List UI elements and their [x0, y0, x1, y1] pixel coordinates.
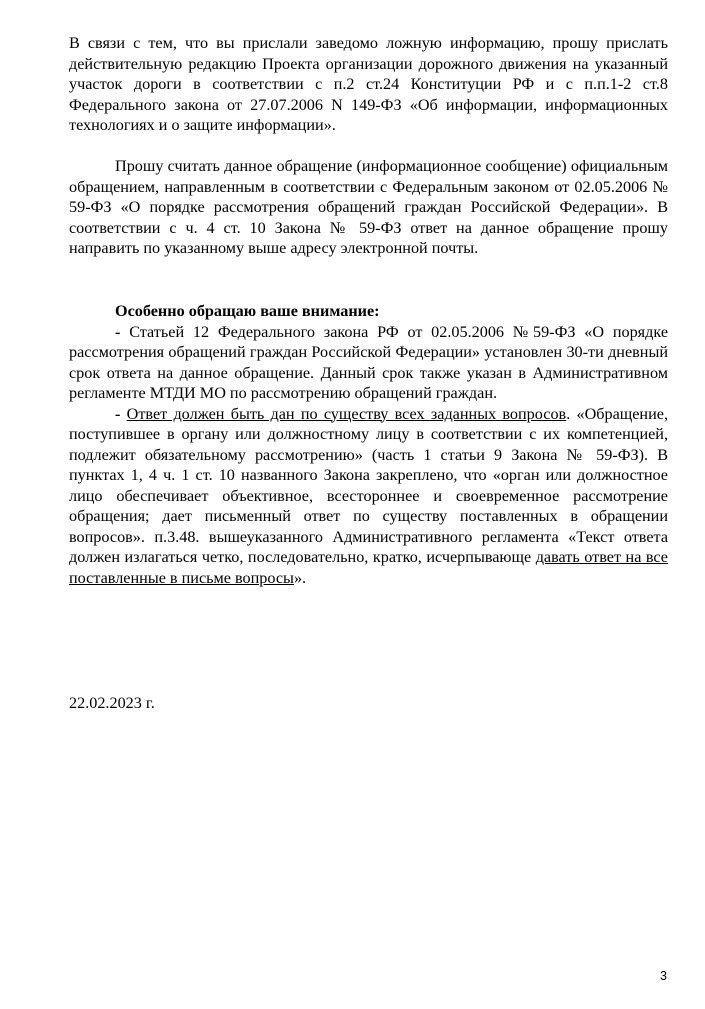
underlined-requirement: Ответ должен быть дан по существу всех заданных вопросов: [126, 404, 567, 423]
paragraph-official-appeal: Прошу считать данное обращение (информационное сообщение) официальным обращением, направленным в соответствии с Федеральным законом от 02.05.2006 № 59-ФЗ «О порядке рассмотрения обращений граждан Российской Федерации». В соответствии с ч. 4 ст. 10 Закона № 59-ФЗ ответ на данное обращение прошу направить по указанному выше адресу электронной почты.: [69, 157, 668, 257]
item-end: ».: [293, 568, 307, 587]
attention-item-answer-essence: [69, 404, 668, 589]
document-date: 22.02.2023 г.: [69, 694, 155, 712]
item-dash: -: [115, 322, 130, 341]
item-text: Статьей 12 Федерального закона РФ от 02.05.2006 №59-ФЗ «О порядке рассмотрения обращений граждан Российской Федерации» установлен 30-ти дневный срок ответа на данное обращение. Данный срок также указан в Административном регламенте МТДИ МО по рассмотрению обращений граждан.: [69, 322, 668, 402]
attention-heading: Особенно обращаю ваше внимание:: [115, 302, 380, 320]
item-body: . «Обращение, поступившее в органу или должностному лицу в соответствии с их компетенцией, подлежит обязательному рассмотрению» (часть 1 статьи 9 Закона № 59-ФЗ). В пунктах 1, 4 ч. 1 ст. 10 названного Закона закреплено, что «орган или должностное лицо обеспечивает объективное, всестороннее и своевременное рассмотрение обращения; дает письменный ответ по существу поставленных в обращении вопросов». п.3.48. вышеуказанного Административного регламента «Текст ответа должен излагаться четко, последовательно, кратко, исчерпывающе: [69, 404, 668, 566]
page-number: 3: [660, 969, 667, 983]
item-dash: -: [115, 404, 127, 423]
paragraph-request-project: В связи с тем, что вы прислали заведомо ложную информацию, прошу прислать действительную редакцию Проекта организации дорожного движения на указанный участок дороги в соответствии с п.2 ст.24 Конституции РФ и с п.п.1-2 ст.8 Федерального закона от 27.07.2006 N 149-ФЗ «Об информации, информационных технологиях и о защите информации».: [69, 34, 668, 134]
underlined-quote: давать ответ на все поставленные в письме вопросы: [69, 548, 668, 587]
attention-section: [69, 301, 668, 588]
attention-item-response-deadline: [69, 322, 668, 404]
